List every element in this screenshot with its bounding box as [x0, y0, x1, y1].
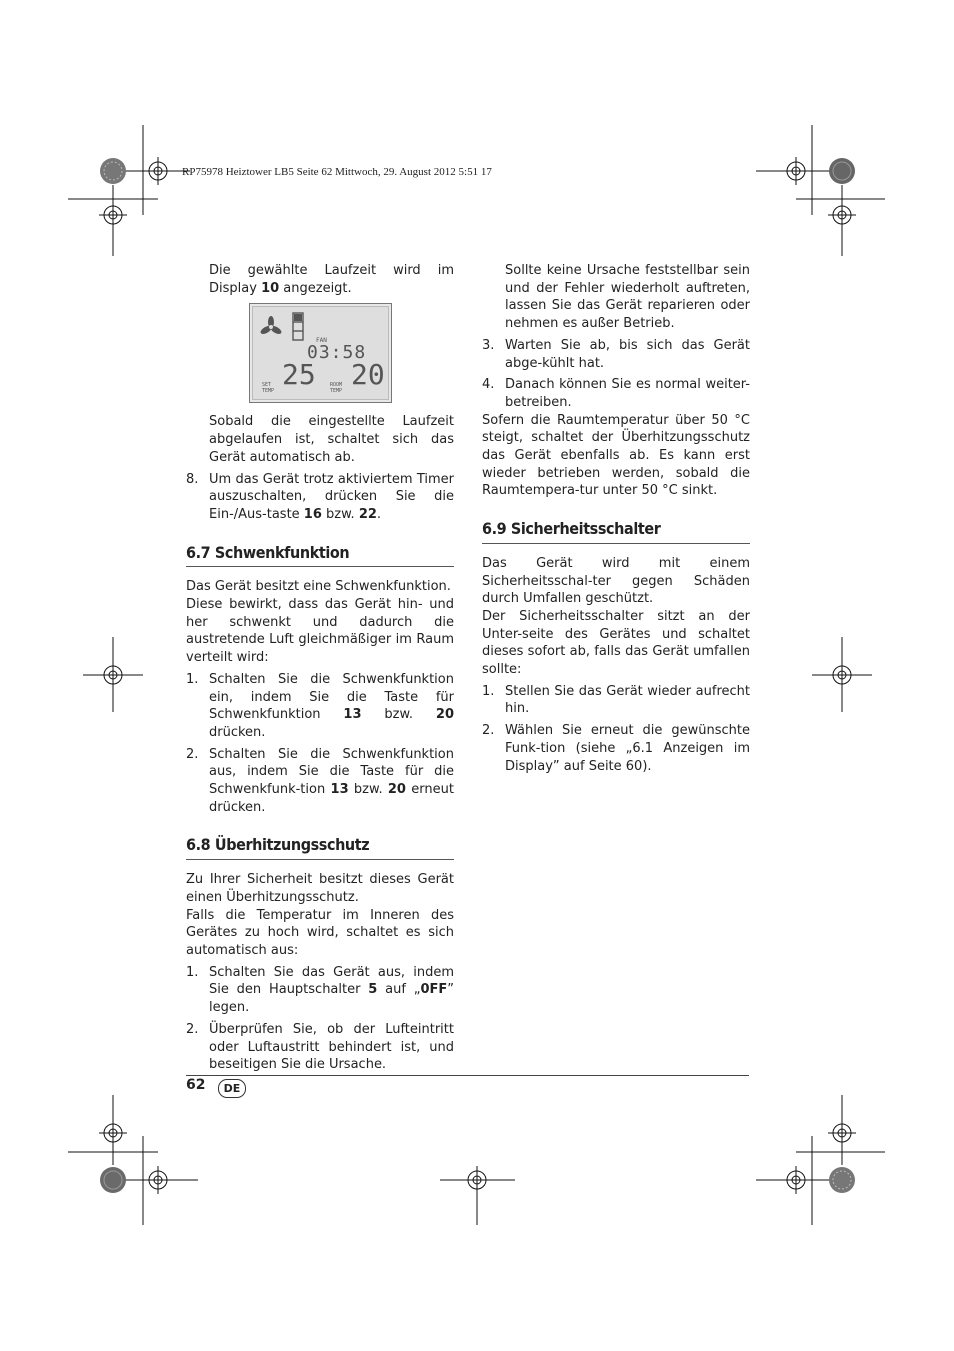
left-column: [186, 262, 454, 1074]
room-temp-value: 20: [351, 358, 385, 392]
lcd-display-illustration: [249, 303, 392, 403]
list-item: 2. Überprüfen Sie, ob der Lufteintritt oder Luftaustritt behindert ist, und beseitigen Sie die Ursache.: [186, 1021, 454, 1073]
fan-icon: [259, 316, 282, 336]
intro-paragraph: Die gewählte Laufzeit wird im Display 10 angezeigt.: [209, 263, 454, 296]
paragraph: Zu Ihrer Sicherheit besitzt dieses Gerät einen Überhitzungsschutz.: [186, 872, 454, 905]
paragraph: Das Gerät besitzt eine Schwenkfunktion.: [186, 579, 451, 595]
fan-label: FAN: [316, 337, 327, 345]
language-badge: DE: [218, 1079, 246, 1098]
set-temp-value: 25: [282, 358, 316, 392]
paragraph: Diese bewirkt, dass das Gerät hin- und her schwenkt und dadurch die austretende Luft gleichmäßiger im Raum verteilt wird:: [186, 597, 454, 666]
paragraph: Sofern die Raumtemperatur über 50 °C steigt, schaltet der Überhitzungsschutz das Gerät ebenfalls ab. Es kann erst wieder betrieben werden, sobald die Raumtempera-tur unter 50 °C sinkt.: [482, 412, 750, 499]
section-heading: 6.7 Schwenkfunktion: [186, 544, 454, 568]
list-item: 2. Schalten Sie die Schwenkfunktion aus, indem Sie die Taste für die Schwenkfunk-tion 13 bzw. 20 erneut drücken.: [186, 746, 454, 815]
section-heading: 6.8 Überhitzungsschutz: [186, 836, 454, 860]
list-item: 1. Schalten Sie die Schwenkfunktion ein, indem Sie die Taste für Schwenkfunktion 13 bzw. 20 drücken.: [186, 671, 454, 740]
right-column: [482, 262, 750, 775]
paragraph: Falls die Temperatur im Inneren des Gerätes zu hoch wird, schaltet es sich automatisch aus:: [186, 907, 454, 958]
page-number: 62: [186, 1077, 206, 1093]
set-temp-label: SET TEMP: [262, 382, 275, 395]
section-heading: 6.9 Sicherheitsschalter: [482, 520, 750, 544]
footer-rule: [186, 1075, 749, 1076]
room-temp-label: ROOM TEMP: [330, 382, 343, 395]
list-item: 4. Danach können Sie es normal weiter-betreiben.: [482, 377, 750, 410]
list-item: 1. Stellen Sie das Gerät wieder aufrecht hin.: [482, 683, 750, 717]
print-header: RP75978 Heiztower LB5 Seite 62 Mittwoch, 29. August 2012 5:51 17: [182, 166, 492, 178]
paragraph: Sollte keine Ursache feststellbar sein und der Fehler wiederholt auftreten, lassen Sie das Gerät reparieren oder nehmen es außer Betrieb.: [505, 263, 750, 332]
paragraph: Das Gerät wird mit einem Sicherheitsschal-ter gegen Schäden durch Umfallen geschützt.: [482, 555, 750, 607]
list-item: 1. Schalten Sie das Gerät aus, indem Sie den Hauptschalter 5 auf „0FF” legen.: [186, 964, 454, 1016]
timer-readout: 03:58: [307, 342, 367, 364]
paragraph: Der Sicherheitsschalter sitzt an der Unter-seite des Gerätes und schaltet dieses sofort ab, falls das Gerät umfallen sollte:: [482, 608, 750, 678]
list-item: 3. Warten Sie ab, bis sich das Gerät abge-kühlt hat.: [482, 337, 750, 371]
after-display-paragraph: Sobald die eingestellte Laufzeit abgelaufen ist, schaltet sich das Gerät automatisch ab.: [209, 414, 454, 465]
list-item: 8. Um das Gerät trotz aktiviertem Timer auszuschalten, drücken Sie die Ein-/Aus-taste 16 bzw. 22.: [186, 471, 454, 522]
list-item: 2. Wählen Sie erneut die gewünschte Funk-tion (siehe „6.1 Anzeigen im Display” auf Seite 60).: [482, 723, 750, 774]
